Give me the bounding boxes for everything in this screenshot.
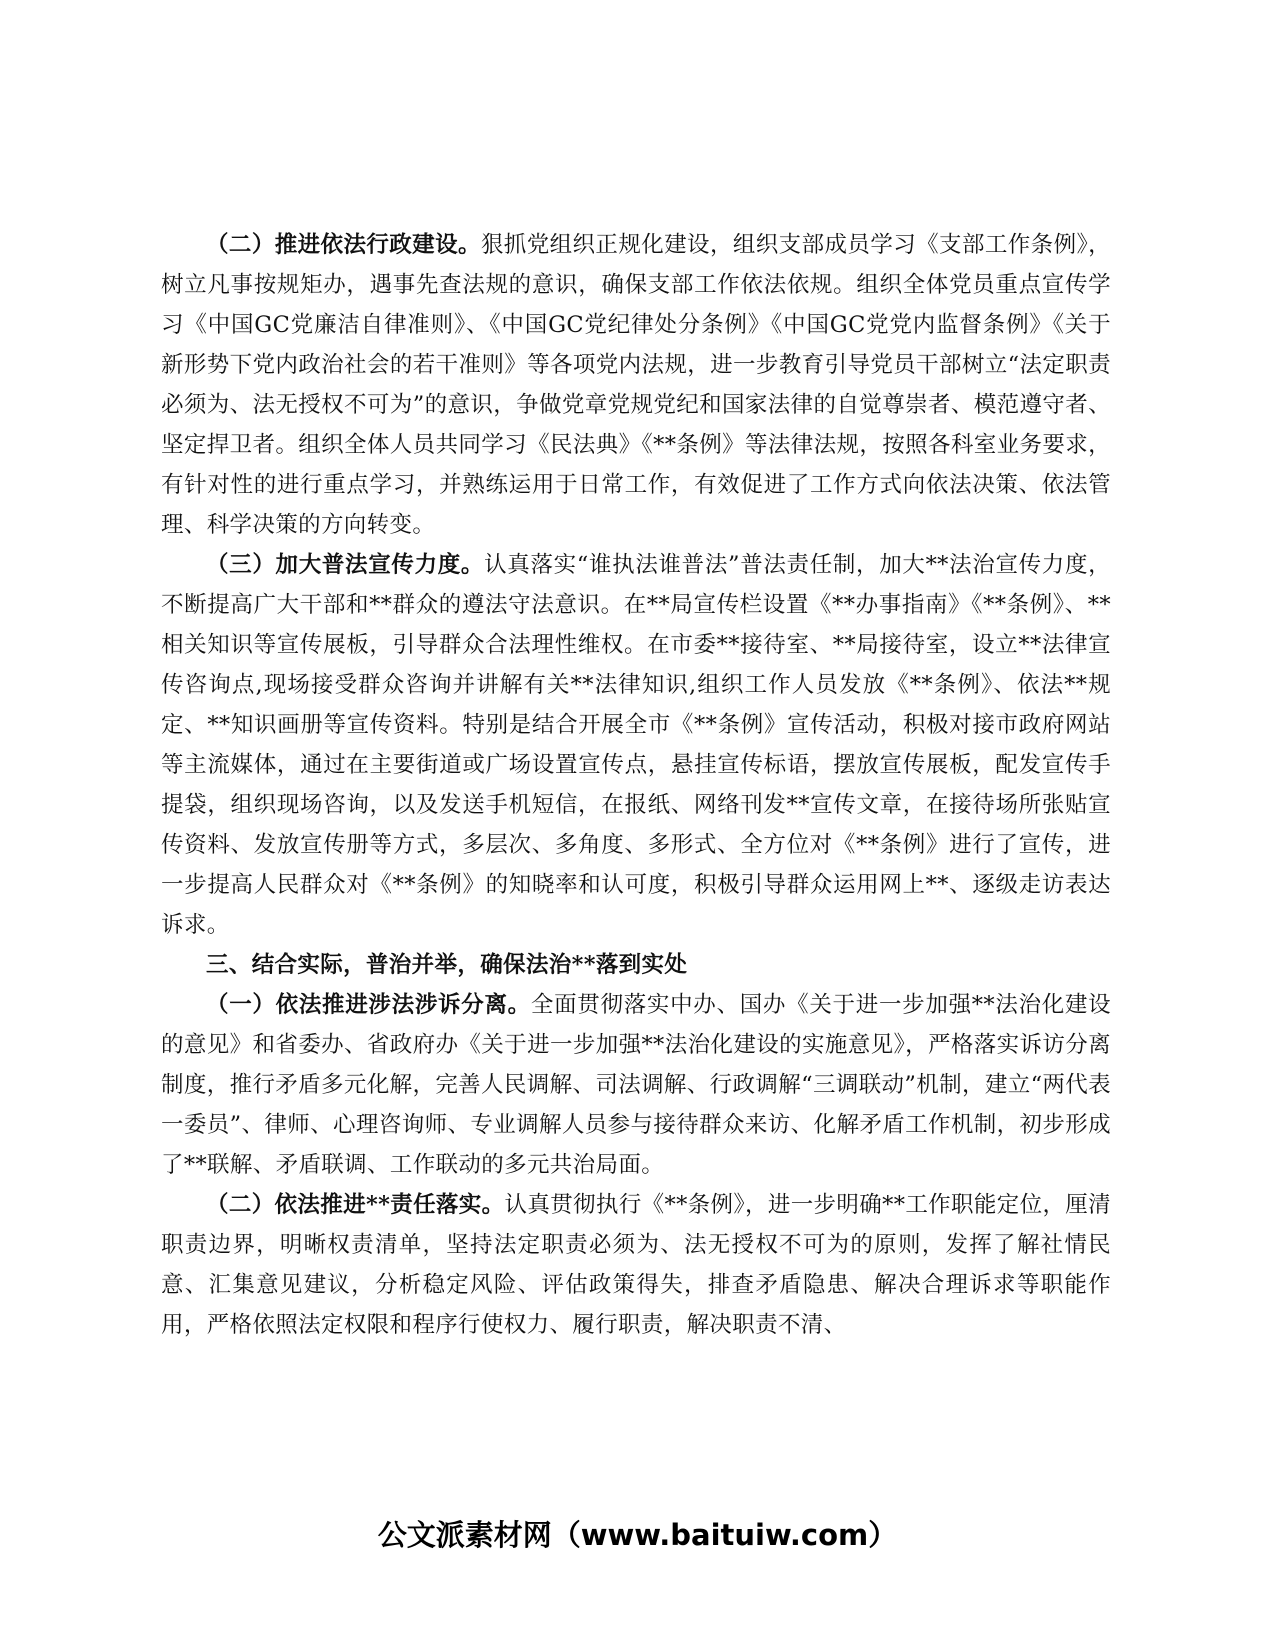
paragraph-text: 认真落实“谁执法谁普法”普法责任制，加大**法治宣传力度，不断提高广大干部和**群众的遵法守法意识。在**局宣传栏设置《**办事指南》《**条例》、**相关知识等宣传展板，引导群众合法理性维权。在市委**接待室、**局接待室，设立**法律宣传咨询点,现场接受群众咨询并讲解有关**法律知识,组织工作人员发放《**条例》、依法**规定、**知识画册等宣传资料。特别是结合开展全市《**条例》宣传活动，积极对接市政府网站等主流媒体，通过在主要街道或广场设置宣传点，悬挂宣传标语，摆放宣传展板，配发宣传手提袋，组织现场咨询，以及发送手机短信，在报纸、网络刊发**宣传文章，在接待场所张贴宣传资料、发放宣传册等方式，多层次、多角度、多形式、全方位对《**条例》进行了宣传，进一步提高人民群众对《**条例》的知晓率和认可度，积极引导群众运用网上**、逐级走访表达诉求。 [161, 552, 1112, 938]
paragraph-lead: （三）加大普法宣传力度。 [206, 552, 485, 578]
paragraph-lead: （二）推进依法行政建设。 [206, 232, 481, 258]
paragraph-law-publicity [161, 545, 1111, 945]
paragraph-text: 狠抓党组织正规化建设，组织支部成员学习《支部工作条例》，树立凡事按规矩办，遇事先查法规的意识，确保支部工作依法依规。组织全体党员重点宣传学习《中国GC党廉洁自律准则》、《中国GC党纪律处分条例》《中国GC党党内监督条例》《关于新形势下党内政治社会的若干准则》等各项党内法规，进一步教育引导党员干部树立“法定职责必须为、法无授权不可为”的意识，争做党章党规党纪和国家法律的自觉尊崇者、模范遵守者、坚定捍卫者。组织全体人员共同学习《民法典》《**条例》等法律法规，按照各科室业务要求，有针对性的进行重点学习，并熟练运用于日常工作，有效促进了工作方式向依法决策、依法管理、科学决策的方向转变。 [161, 232, 1111, 538]
paragraph-lead: （一）依法推进涉法涉诉分离。 [206, 992, 531, 1018]
paragraph-promote-administration [161, 225, 1111, 545]
paragraph-text: 全面贯彻落实中办、国办《关于进一步加强**法治化建设的意见》和省委办、省政府办《关于进一步加强**法治化建设的实施意见》，严格落实诉访分离制度，推行矛盾多元化解，完善人民调解、司法调解、行政调解“三调联动”机制，建立“两代表一委员”、律师、心理咨询师、专业调解人员参与接待群众来访、化解矛盾工作机制，初步形成了**联解、矛盾联调、工作联动的多元共治局面。 [161, 992, 1111, 1178]
paragraph-responsibility [161, 1185, 1111, 1345]
paragraph-text: 认真贯彻执行《**条例》，进一步明确**工作职能定位，厘清职责边界，明晰权责清单，坚持法定职责必须为、法无授权不可为的原则，发挥了解社情民意、汇集意见建议，分析稳定风险、评估政策得失，排查矛盾隐患、解决合理诉求等职能作用，严格依照法定权限和程序行使权力、履行职责，解决职责不清、 [161, 1192, 1112, 1338]
paragraph-lead: （二）依法推进**责任落实。 [206, 1192, 505, 1218]
document-body [161, 225, 1111, 1345]
footer-watermark: 公文派素材网（www.baituiw.com） [377, 1518, 898, 1552]
section-heading: 三、结合实际，普治并举，确保法治**落到实处 [206, 952, 688, 978]
paragraph-litigation-separation [161, 985, 1111, 1185]
